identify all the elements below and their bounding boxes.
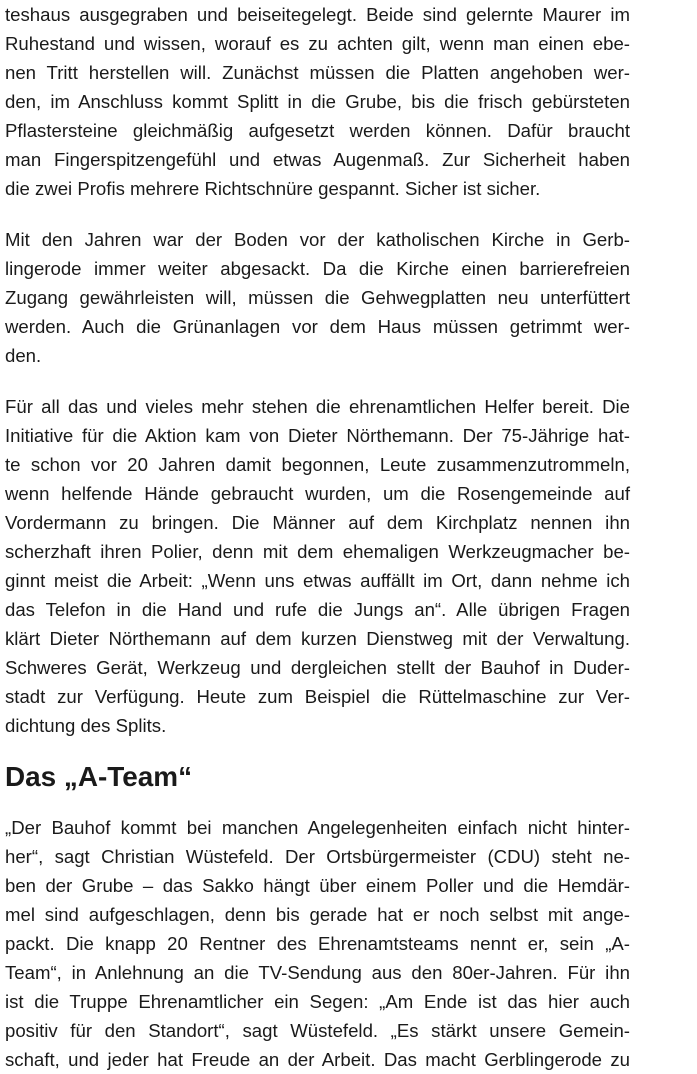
text-line: wenn helfende Hände gebraucht wurden, um die Rosengemeinde auf [5,483,630,504]
text-line: „Der Bauhof kommt bei manchen Angelegenheiten einfach nicht hinter- [5,817,630,838]
text-line: Mit den Jahren war der Boden vor der katholischen Kirche in Gerb- [5,229,630,250]
text-line: den, im Anschluss kommt Splitt in die Grube, bis die frisch gebürsteten [5,91,630,112]
text-line: den. [5,345,42,366]
paragraph-church-ground [5,225,630,370]
text-line: mel sind aufgeschlagen, denn bis gerade hat er noch selbst mit ange- [5,904,630,925]
paragraph-volunteers [5,392,630,740]
text-line: Ruhestand und wissen, worauf es zu achten gilt, wenn man einen ebe- [5,33,630,54]
text-line: ist die Truppe Ehrenamtlicher ein Segen: „Am Ende ist das hier auch [5,991,630,1012]
text-line: Initiative für die Aktion kam von Dieter Nörthemann. Der 75-Jährige hat- [5,425,630,446]
paragraph-gap [5,740,630,762]
section-heading: Das „A-Team“ [5,761,193,792]
paragraph-gap [5,203,630,225]
text-line: lingerode immer weiter abgesackt. Da die Kirche einen barrierefreien [5,258,630,279]
text-line: Pflastersteine gleichmäßig aufgesetzt werden können. Dafür braucht [5,120,630,141]
text-line: positiv für den Standort“, sagt Wüstefeld. „Es stärkt unsere Gemein- [5,1020,630,1041]
text-line: packt. Die knapp 20 Rentner des Ehrenamtsteams nennt er, sein „A- [5,933,630,954]
text-line: man Fingerspitzengefühl und etwas Augenmaß. Zur Sicherheit haben [5,149,630,170]
text-line: das Telefon in die Hand und rufe die Jungs an“. Alle übrigen Fragen [5,599,630,620]
text-line: schaft, und jeder hat Freude an der Arbeit. Das macht Gerblingerode zu [5,1049,630,1070]
text-line: nen Tritt herstellen will. Zunächst müssen die Platten angehoben wer- [5,62,630,83]
text-line: scherzhaft ihren Polier, denn mit dem ehemaligen Werkzeugmacher be- [5,541,630,562]
text-line: die zwei Profis mehrere Richtschnüre gespannt. Sicher ist sicher. [5,178,541,199]
text-line: Zugang gewährleisten will, müssen die Gehwegplatten neu unterfüttert [5,287,630,308]
text-line: werden. Auch die Grünanlagen vor dem Haus müssen getrimmt wer- [5,316,630,337]
text-line: klärt Dieter Nörthemann auf dem kurzen Dienstweg mit der Verwaltung. [5,628,630,649]
text-line: ben der Grube – das Sakko hängt über einem Poller und die Hemdär- [5,875,630,896]
text-line: her“, sagt Christian Wüstefeld. Der Ortsbürgermeister (CDU) steht ne- [5,846,630,867]
text-line: stadt zur Verfügung. Heute zum Beispiel die Rüttelmaschine zur Ver- [5,686,630,707]
text-line: ginnt meist die Arbeit: „Wenn uns etwas auffällt im Ort, dann nehme ich [5,570,630,591]
paragraph-masonry-work [5,0,630,203]
article-body [5,0,630,1074]
paragraph-gap [5,791,630,813]
text-line: te schon vor 20 Jahren damit begonnen, Leute zusammenzutrommeln, [5,454,630,475]
paragraph-gap [5,370,630,392]
text-line: Schweres Gerät, Werkzeug und dergleichen stellt der Bauhof in Duder- [5,657,630,678]
text-line: Team“, in Anlehnung an die TV-Sendung aus den 80er-Jahren. Für ihn [5,962,630,983]
paragraph-a-team [5,813,630,1074]
text-line: dichtung des Splits. [5,715,167,736]
text-line: teshaus ausgegraben und beiseitegelegt. Beide sind gelernte Maurer im [5,4,630,25]
text-line: Für all das und vieles mehr stehen die ehrenamtlichen Helfer bereit. Die [5,396,630,417]
text-line: Vordermann zu bringen. Die Männer auf dem Kirchplatz nennen ihn [5,512,630,533]
